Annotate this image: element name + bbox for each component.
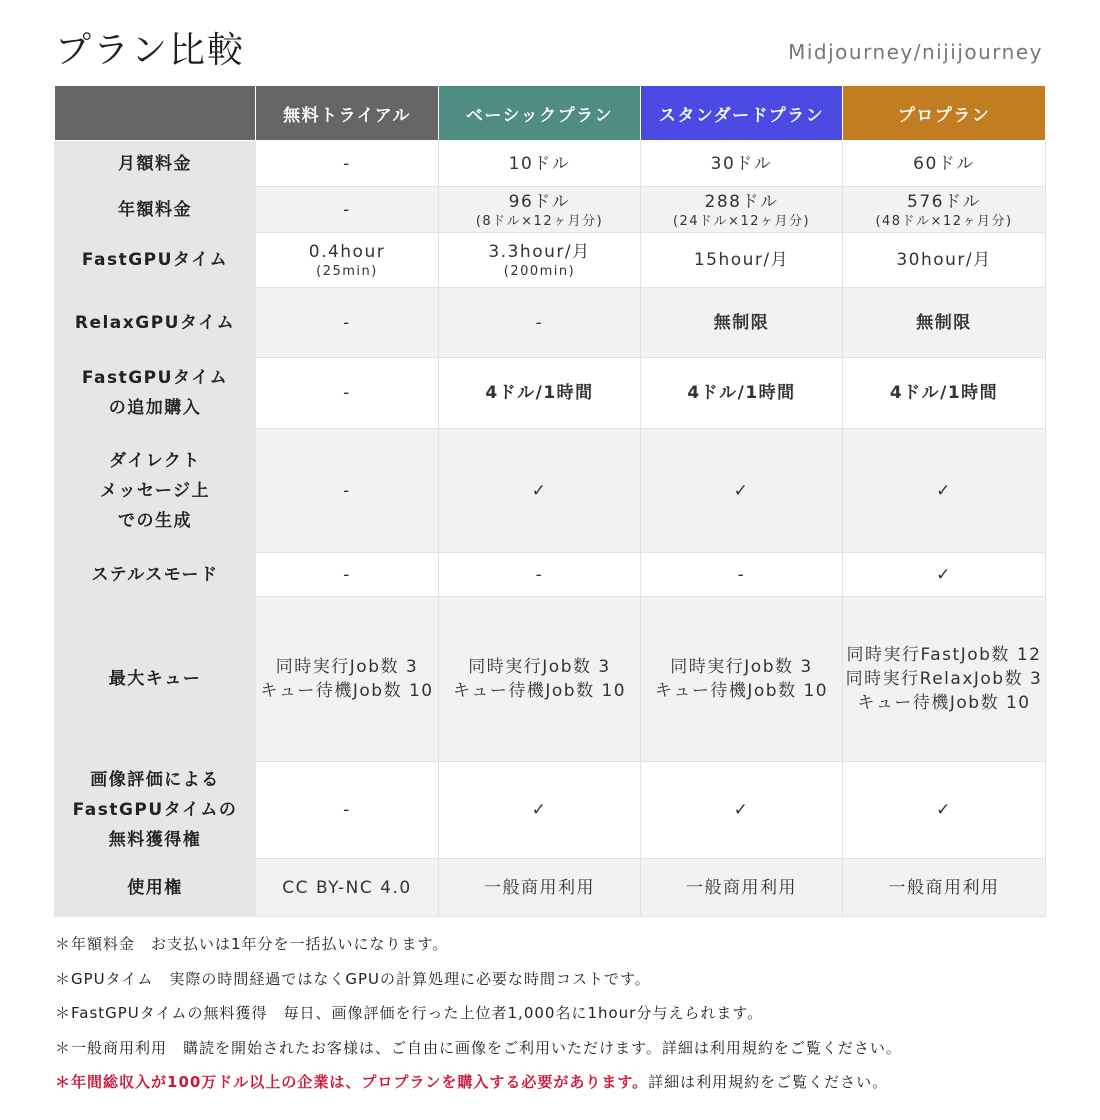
queue-line: キュー待機Job数 10: [654, 681, 829, 701]
plan-header-free-trial: 無料トライアル: [256, 86, 439, 141]
footnote-key: ＊年額料金: [55, 935, 136, 953]
cell-fastgpu-pro: [843, 233, 1046, 288]
queue-line: 同時実行FastJob数 12: [846, 645, 1042, 665]
cell-extra-basic: 4ドル/1時間: [439, 358, 641, 429]
cell-queue-free: [256, 597, 439, 762]
label-line: の追加購入: [108, 398, 202, 418]
footnote-text: 実際の時間経過ではなくGPUの計算処理に必要な時間コストです。: [169, 969, 651, 988]
row-label-usage-rights: 使用権: [55, 859, 256, 917]
cell-extra-standard: 4ドル/1時間: [641, 358, 843, 429]
cell-monthly-pro: 60ドル: [843, 141, 1046, 187]
label-line: メッセージ上: [100, 480, 210, 501]
table-row: [55, 358, 1046, 429]
label-line: 無料獲得権: [108, 830, 202, 850]
row-label-dm-generation: [55, 429, 256, 553]
check-icon: ✓: [439, 429, 641, 553]
footnote-text: 毎日、画像評価を行った上位者1,000名に1hour分与えられます。: [283, 1004, 764, 1022]
queue-line: 同時実行Job数 3: [670, 657, 813, 677]
cell-yearly-pro: [843, 187, 1046, 233]
cell-rating-free: -: [256, 762, 439, 859]
queue-line: 同時実行RelaxJob数 3: [845, 669, 1043, 689]
row-label-yearly-fee: 年額料金: [55, 187, 256, 233]
table-row: [55, 141, 1046, 187]
cell-sub: (24ドル×12ヶ月分): [672, 213, 811, 229]
label-line: FastGPUタイム: [81, 368, 229, 388]
cell-relaxgpu-pro: 無制限: [843, 288, 1046, 358]
footnote-key: ＊FastGPUタイムの無料獲得: [55, 1004, 268, 1022]
cell-queue-basic: [439, 597, 641, 762]
footnote-gpu-time: [55, 965, 1055, 1000]
cell-queue-standard: [641, 597, 843, 762]
table-row: [55, 859, 1046, 917]
label-line: FastGPUタイムの: [72, 800, 238, 820]
table-row: [55, 233, 1046, 288]
label-line: 画像評価による: [90, 770, 220, 790]
header-corner: [55, 86, 256, 141]
check-icon: ✓: [843, 553, 1046, 597]
footnote-text: お支払いは1年分を一括払いになります。: [151, 935, 449, 953]
cell-main: 96ドル: [508, 191, 571, 212]
queue-line: 同時実行Job数 3: [468, 657, 611, 677]
plan-header-pro: プロプラン: [843, 86, 1046, 141]
page-title: プラン比較: [55, 30, 246, 71]
table-row: [55, 187, 1046, 233]
cell-relaxgpu-standard: 無制限: [641, 288, 843, 358]
cell-dm-free: -: [256, 429, 439, 553]
cell-monthly-free: -: [256, 141, 439, 187]
cell-main: 3.3hour/月: [488, 242, 591, 262]
footnote-enterprise-warning: [55, 1068, 1055, 1103]
footnote-key: ＊GPUタイム: [55, 969, 154, 988]
plan-header-basic: ベーシックプラン: [439, 86, 641, 141]
cell-sub: (8ドル×12ヶ月分): [475, 213, 604, 229]
check-icon: ✓: [641, 762, 843, 859]
cell-sub: (48ドル×12ヶ月分): [875, 213, 1013, 229]
cell-extra-free: -: [256, 358, 439, 429]
cell-fastgpu-free: [256, 233, 439, 288]
cell-monthly-basic: 10ドル: [439, 141, 641, 187]
cell-license-free: CC BY-NC 4.0: [256, 859, 439, 917]
cell-main: 15hour/月: [693, 250, 790, 270]
queue-line: キュー待機Job数 10: [857, 693, 1031, 713]
row-label-monthly-fee: 月額料金: [55, 141, 256, 187]
table-row: [55, 597, 1046, 762]
queue-line: 同時実行Job数 3: [275, 657, 419, 677]
cell-main: -: [343, 199, 351, 220]
check-icon: ✓: [843, 762, 1046, 859]
cell-main: 30hour/月: [896, 250, 992, 270]
cell-yearly-standard: [641, 187, 843, 233]
table-row: [55, 288, 1046, 358]
cell-sub: (200min): [503, 264, 576, 279]
check-icon: ✓: [641, 429, 843, 553]
cell-queue-pro: [843, 597, 1046, 762]
label-line: での生成: [118, 510, 192, 531]
cell-main: 576ドル: [907, 191, 981, 212]
cell-relaxgpu-free: -: [256, 288, 439, 358]
cell-stealth-free: -: [256, 553, 439, 597]
footnote-yearly: [55, 930, 1055, 965]
cell-stealth-basic: -: [439, 553, 641, 597]
cell-stealth-standard: -: [641, 553, 843, 597]
footnote-free-fastgpu: [55, 999, 1055, 1034]
cell-license-basic: 一般商用利用: [439, 859, 641, 917]
cell-main: 0.4hour: [308, 242, 386, 262]
check-icon: ✓: [843, 429, 1046, 553]
queue-line: キュー待機Job数 10: [260, 681, 434, 701]
table-header-row: [55, 86, 1046, 141]
cell-license-standard: 一般商用利用: [641, 859, 843, 917]
row-label-max-queue: 最大キュー: [55, 597, 256, 762]
label-line: ダイレクト: [109, 450, 201, 471]
page-subtitle: Midjourney/nijijourney: [788, 40, 1043, 64]
cell-license-pro: 一般商用利用: [843, 859, 1046, 917]
queue-line: キュー待機Job数 10: [452, 681, 627, 701]
table-row: [55, 762, 1046, 859]
footnote-text: 購読を開始されたお客様は、ご自由に画像をご利用いただけます。詳細は利用規約をご覧ください。: [183, 1038, 902, 1057]
cell-monthly-standard: 30ドル: [641, 141, 843, 187]
cell-relaxgpu-basic: -: [439, 288, 641, 358]
cell-yearly-basic: [439, 187, 641, 233]
check-icon: ✓: [439, 762, 641, 859]
cell-main: 288ドル: [704, 191, 779, 212]
footnote-commercial-use: [55, 1034, 1055, 1069]
table-row: [55, 429, 1046, 553]
footnote-warning: ＊年間総収入が100万ドル以上の企業は、プロプランを購入する必要があります。: [55, 1073, 649, 1091]
cell-fastgpu-standard: [641, 233, 843, 288]
plan-header-standard: スタンダードプラン: [641, 86, 843, 141]
row-label-fastgpu-time: FastGPUタイム: [55, 233, 256, 288]
row-label-stealth-mode: ステルスモード: [55, 553, 256, 597]
cell-extra-pro: 4ドル/1時間: [843, 358, 1046, 429]
cell-fastgpu-basic: [439, 233, 641, 288]
plan-comparison-table: [54, 85, 1046, 917]
row-label-rating-reward: [55, 762, 256, 859]
cell-yearly-free: [256, 187, 439, 233]
footnotes: [55, 930, 1055, 1103]
row-label-relaxgpu-time: RelaxGPUタイム: [55, 288, 256, 358]
cell-sub: (25min): [316, 264, 378, 279]
table-row: [55, 553, 1046, 597]
footnote-key: ＊一般商用利用: [55, 1038, 168, 1057]
row-label-extra-purchase: [55, 358, 256, 429]
footnote-text: 詳細は利用規約をご覧ください。: [648, 1073, 889, 1091]
